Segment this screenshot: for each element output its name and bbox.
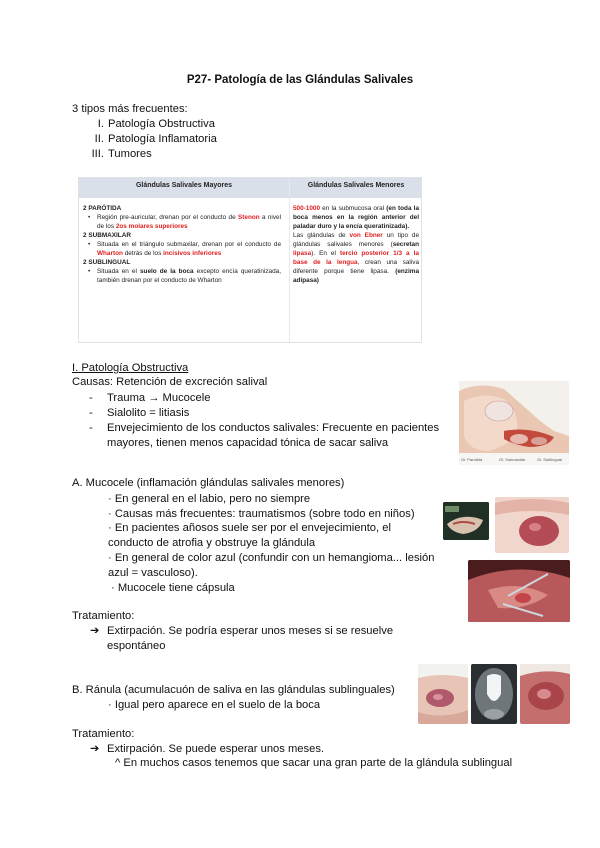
obstructiva-item-3-cont: mayores, tienen menos capacidad tónica de sacar saliva	[107, 437, 389, 449]
mucocele-line-7: · Mucocele tiene cápsula	[111, 582, 235, 594]
image-label-sublingual: Gl. Sublingual	[537, 457, 562, 462]
image-label-parotida: Gl. Parótida	[461, 457, 483, 462]
menores-text-2: Las glándulas de von Ebner un tipo de glándulas salivales menores (secretan lipasa). En el tercio posterior 1/3 a la base de la lengua, crean una saliva diferente porque tiene lipasa. (enzima adipasa)	[293, 232, 419, 284]
obstructiva-heading: I. Patología Obstructiva	[72, 362, 189, 374]
mucocele-photo-2	[495, 497, 569, 553]
table-divider	[289, 178, 290, 342]
ranula-line: · Igual pero aparece en el suelo de la boca	[108, 699, 321, 711]
intro-num-2: II.	[94, 133, 104, 145]
tratamiento-1-line-1: Extirpación. Se podría esperar unos meses si se resuelve	[107, 625, 394, 637]
mucocele-line-3: · En pacientes añosos suele ser por el envejecimiento, el	[108, 522, 391, 534]
parotida-title: 2 PARÓTIDA	[83, 205, 122, 212]
dash: -	[89, 422, 93, 434]
intro-item-2: Patología Inflamatoria	[108, 133, 217, 145]
obstructiva-causas: Causas: Retención de excreción salival	[72, 376, 268, 388]
submaxilar-text: • Situada en el triángulo submaxilar, drenan por el conducto de Wharton detrás de los incisivos inferiores	[83, 240, 281, 258]
tratamiento-1-heading: Tratamiento:	[72, 610, 135, 622]
table-cell-menores	[293, 204, 419, 285]
mucocele-line-6: azul = vasculoso).	[108, 567, 198, 579]
arrow-icon: ➔	[90, 743, 100, 755]
intro-item-1: Patología Obstructiva	[108, 118, 215, 130]
sublingual-title: 2 SUBLINGUAL	[83, 259, 131, 266]
submaxilar-title: 2 SUBMAXILAR	[83, 232, 131, 239]
intro-num-3: III.	[91, 148, 104, 160]
menores-text-1: 500-1000 en la submucosa oral (en toda la boca menos en la región anterior del paladar duro y la encía queratinizada).	[293, 205, 419, 230]
arrow-icon: ➔	[90, 625, 100, 637]
glands-table	[78, 177, 422, 343]
ranula-photo-2	[520, 664, 570, 724]
table-header-mayores: Glándulas Salivales Mayores	[135, 182, 233, 189]
mucocele-surgery-photo	[468, 560, 570, 622]
table-header-menores: Glándulas Salivales Menores	[307, 182, 405, 189]
salivary-glands-image	[459, 381, 569, 465]
obstructiva-item-3: Envejecimiento de los conductos salivales: Frecuente en pacientes	[107, 422, 440, 434]
obstructiva-item-2: Sialolito = litiasis	[107, 407, 190, 419]
tratamiento-2-line-2: ^ En muchos casos tenemos que sacar una gran parte de la glándula sublingual	[115, 757, 513, 769]
page-title: P27- Patología de las Glándulas Salivales	[186, 74, 414, 86]
mucocele-line-1: · En general en el labio, pero no siempre	[108, 493, 311, 505]
obstructiva-item-1: Trauma → Mucocele	[107, 392, 211, 404]
mucocele-heading: A. Mucocele (inflamación glándulas salivales menores)	[72, 477, 345, 489]
tratamiento-2-heading: Tratamiento:	[72, 728, 135, 740]
parotida-text: • Región pre-auricular, drenan por el conducto de Stenon a nivel de los 2os molares superiores	[83, 213, 281, 231]
mucocele-line-4: conducto de atrofia y obstruye la glándula	[108, 537, 316, 549]
dash: -	[89, 407, 93, 419]
image-label-submaxilar: Gl. Submaxilar	[499, 457, 526, 462]
mucocele-line-2: · Causas más frecuentes: traumatismos (sobre todo en niños)	[108, 508, 415, 520]
tratamiento-1-line-2: espontáneo	[107, 640, 166, 652]
ranula-photo-1	[418, 664, 468, 724]
table-header	[79, 178, 421, 198]
mucocele-line-5: · En general de color azul (confundir con un hemangioma... lesión	[108, 552, 435, 564]
intro-heading: 3 tipos más frecuentes:	[72, 103, 188, 115]
mucocele-photo-1	[443, 502, 489, 540]
sublingual-text: • Situada en el suelo de la boca excepto encía queratinizada, también drenan por el conducto de Wharton	[83, 267, 281, 285]
intro-item-3: Tumores	[108, 148, 152, 160]
ranula-ct-image	[471, 664, 517, 724]
tratamiento-2-line-1: Extirpación. Se puede esperar unos meses.	[107, 743, 325, 755]
ranula-heading: B. Ránula (acumulacuón de saliva en las glándulas sublinguales)	[72, 684, 395, 696]
intro-num-1: I.	[97, 118, 104, 130]
dash: -	[89, 392, 93, 404]
table-cell-mayores	[83, 204, 281, 285]
